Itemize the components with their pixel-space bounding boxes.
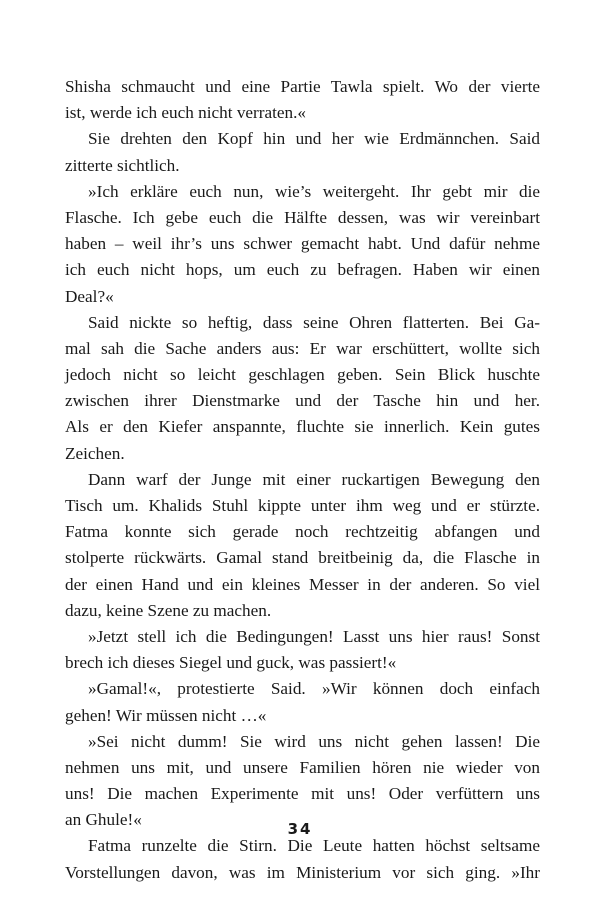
text-line: zwischen ihrer Dienstmarke und der Tasche hin und her. [65, 391, 540, 411]
text-line: ich euch nicht hops, um euch zu befragen. Haben wir einen [65, 260, 540, 280]
text-line: Fatma konnte sich gerade noch rechtzeitig abfangen und [65, 522, 540, 542]
text-line: Vorstellungen davon, was im Ministerium vor sich ging. »Ihr [65, 862, 540, 882]
text-line: Shisha schmaucht und eine Partie Tawla spielt. Wo der vierte [65, 77, 540, 96]
text-line: gehen! Wir müssen nicht …« [65, 705, 267, 725]
text-line: stolperte rückwärts. Gamal stand breitbeinig da, die Flasche in [65, 548, 540, 568]
page-number: 34 [287, 820, 313, 838]
text-line: Als er den Kiefer anspannte, fluchte sie innerlich. Kein gutes [65, 417, 540, 437]
text-line: nehmen uns mit, und unsere Familien hören nie wieder von [65, 757, 540, 777]
text-line: der einen Hand und ein kleines Messer in der anderen. So viel [65, 574, 540, 594]
text-line: jedoch nicht so leicht geschlagen geben. Sein Blick huschte [65, 365, 540, 385]
text-line: brech ich dieses Siegel und guck, was passiert!« [65, 653, 397, 673]
text-line: Zeichen. [65, 443, 125, 463]
text-line: »Jetzt stell ich die Bedingungen! Lasst uns hier raus! Sonst [88, 626, 540, 646]
text-line: »Gamal!«, protestierte Said. »Wir können doch einfach [88, 679, 540, 699]
text-line: Tisch um. Khalids Stuhl kippte unter ihm weg und er stürzte. [65, 496, 540, 515]
text-line: haben – weil ihr’s uns schwer gemacht habt. Und dafür nehme [65, 234, 540, 254]
page-body [65, 74, 540, 886]
text-line: zitterte sichtlich. [65, 155, 180, 175]
text-line: uns! Die machen Experimente mit uns! Oder verfüttern uns [65, 784, 540, 804]
text-line: mal sah die Sache anders aus: Er war erschüttert, wollte sich [65, 338, 540, 358]
text-line: »Ich erkläre euch nun, wie’s weitergeht. Ihr gebt mir die [88, 181, 540, 201]
text-line: an Ghule!« [65, 810, 142, 830]
text-line: Flasche. Ich gebe euch die Hälfte dessen, was wir vereinbart [65, 207, 540, 227]
text-line: Sie drehten den Kopf hin und her wie Erdmännchen. Said [88, 129, 540, 149]
text-line: Fatma runzelte die Stirn. Die Leute hatten höchst seltsame [88, 836, 540, 856]
text-line: Said nickte so heftig, dass seine Ohren flatterten. Bei Ga- [88, 312, 540, 332]
text-line: Deal?« [65, 286, 114, 306]
text-line: »Sei nicht dumm! Sie wird uns nicht gehen lassen! Die [88, 731, 540, 751]
text-line: Dann warf der Junge mit einer ruckartigen Bewegung den [88, 469, 540, 489]
text-line: dazu, keine Szene zu machen. [65, 600, 272, 620]
text-line: ist, werde ich euch nicht verraten.« [65, 103, 307, 123]
